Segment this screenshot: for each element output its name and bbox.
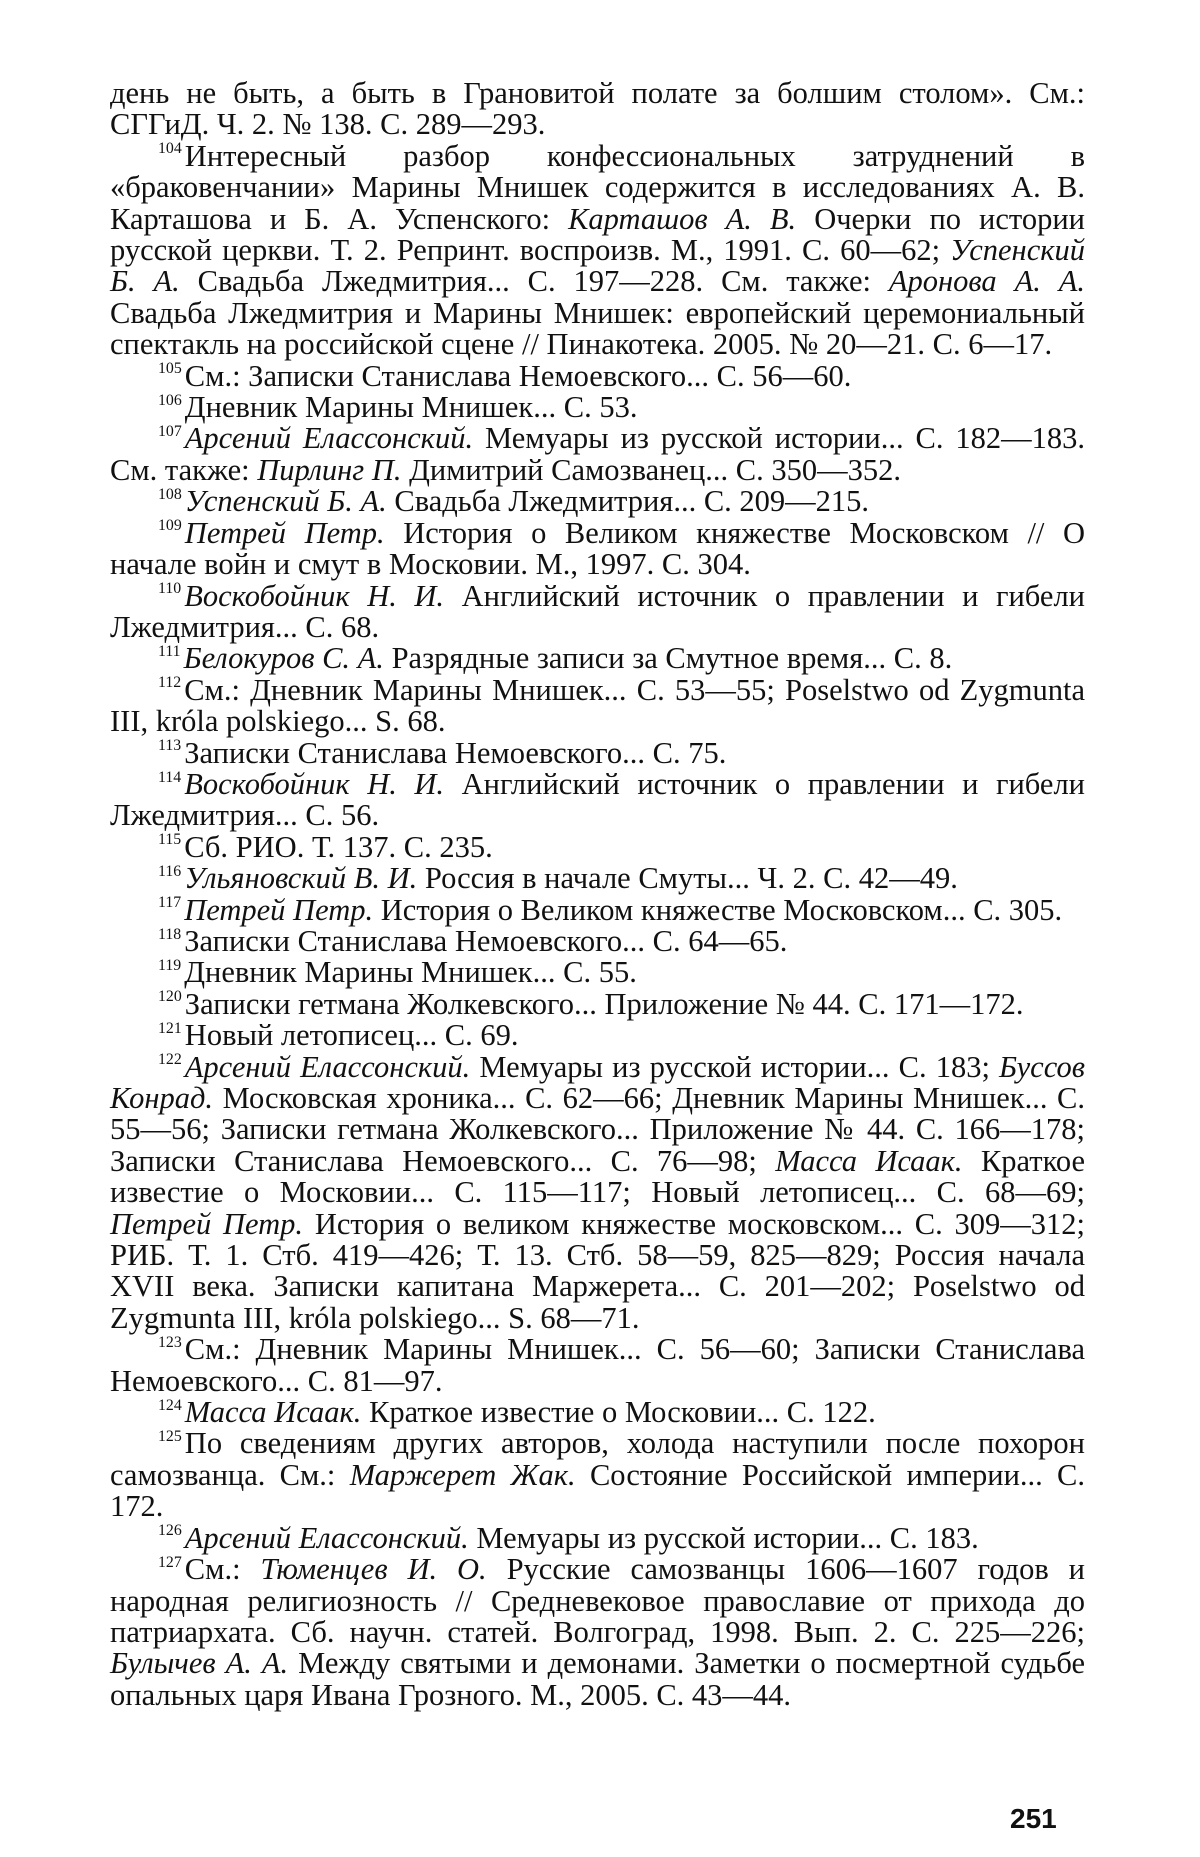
endnote-text: См.: xyxy=(184,1552,261,1587)
endnote xyxy=(110,735,1085,770)
endnote-author: Ульяновский В. И. xyxy=(184,861,418,896)
endnote-number: 115 xyxy=(158,831,182,849)
endnote-number: 122 xyxy=(158,1051,182,1069)
endnote-author: Петрей Петр. xyxy=(110,1206,304,1241)
notes-page xyxy=(110,78,1085,1711)
endnote xyxy=(110,923,1085,958)
page-number: 251 xyxy=(1010,1803,1057,1834)
endnote-text: По сведениям других авторов, холода наступили после похорон самозванца. См.: xyxy=(110,1426,1085,1492)
endnote-number: 112 xyxy=(158,674,182,692)
endnote-number: 105 xyxy=(158,360,182,378)
endnote-text: Дневник Марины Мнишек... С. 53. xyxy=(184,390,638,425)
endnote xyxy=(110,486,1085,517)
endnote-author: Буссов Конрад. xyxy=(110,1049,1085,1115)
endnote-text: Дневник Марины Мнишек... С. 55. xyxy=(184,955,637,990)
endnote-text: Краткое известие о Московии... С. 115—117; Новый летописец... С. 68—69; xyxy=(110,1143,1085,1210)
endnote-text: Разрядные записи за Смутное время... С. 8. xyxy=(383,641,953,676)
endnote xyxy=(110,1049,1085,1335)
endnote-author: Воскобойник Н. И. xyxy=(184,578,445,613)
endnote-author: Белокуров С. А. xyxy=(183,641,384,676)
endnote xyxy=(110,829,1085,864)
endnote-author: Успенский Б. А. xyxy=(184,484,387,519)
endnote xyxy=(110,643,1085,674)
endnote-author: Арсений Елассонский. xyxy=(184,1049,471,1084)
endnote-text: Сб. РИО. Т. 137. С. 235. xyxy=(184,829,493,864)
endnote xyxy=(110,1520,1085,1555)
endnote-number: 121 xyxy=(158,1019,182,1037)
endnote-number: 120 xyxy=(158,988,182,1006)
endnote-text: Свадьба Лжедмитрия и Марины Мнишек: европейский церемониальный спектакль на российской сцене // Пинакотека. 2005. № 20—21. С. 6—17. xyxy=(110,295,1085,362)
endnote-author: Арсений Елассонский. xyxy=(184,421,474,456)
endnote-author: Булычев А. А. xyxy=(110,1646,289,1681)
endnote xyxy=(110,863,1085,894)
endnote-number: 123 xyxy=(158,1333,182,1351)
endnote-text: Мемуары из русской истории... С. 183; xyxy=(470,1049,1000,1084)
endnote-text: См.: Дневник Марины Мнишек... С. 56—60; Записки Станислава Немоевского... С. 81—97. xyxy=(110,1332,1085,1398)
endnote-number: 109 xyxy=(158,517,182,535)
endnote-number: 127 xyxy=(158,1553,182,1571)
endnote-number: 111 xyxy=(158,642,181,660)
endnote-text: Русские самозванцы 1606—1607 годов и народная религиозность // Средневековое православие от прихода до патриархата. Сб. научн. статей. Волгоград, 1998. Вып. 2. С. 225—226; xyxy=(110,1552,1085,1649)
endnote-text: См.: Дневник Марины Мнишек... С. 53—55; Poselstwo od Zygmunta III, króla polskiego... S. 68. xyxy=(110,672,1085,739)
endnote xyxy=(110,1397,1085,1428)
endnote-number: 114 xyxy=(158,768,182,786)
endnote-author: Арсений Елассонский. xyxy=(184,1520,469,1555)
endnote-author: Успенский Б. А. xyxy=(110,233,1085,299)
endnote xyxy=(110,957,1085,988)
endnote xyxy=(110,1554,1085,1711)
endnote-text: Английский источник о правлении и гибели Лжедмитрия... С. 68. xyxy=(110,578,1085,644)
endnote xyxy=(110,392,1085,423)
endnotes-list xyxy=(110,138,1086,1712)
endnote-number: 104 xyxy=(158,140,182,158)
endnote-text: История о великом княжестве московском... С. 309—312; РИБ. Т. 1. Стб. 419—426; Т. 13. Стб. 58—59, 825—829; Россия начала XVII века. Записки капитана Маржерета... С. 201—202; Poselstwo od Zygmunta III, króla polskiego... S. 68—71. xyxy=(110,1206,1085,1335)
endnote-text: Новый летописец... С. 69. xyxy=(184,1018,519,1053)
endnote-text: История о Великом княжестве Московском // О начале войн и смут в Московии. М., 1997. С. 304. xyxy=(110,515,1085,582)
endnote-text: Записки Станислава Немоевского... С. 75. xyxy=(184,735,727,770)
endnote-number: 110 xyxy=(158,580,182,598)
endnote-author: Масса Исаак. xyxy=(775,1143,963,1178)
endnote xyxy=(110,578,1085,644)
endnote-text: Краткое известие о Московии... С. 122. xyxy=(361,1395,876,1430)
endnote-author: Масса Исаак. xyxy=(184,1395,362,1430)
endnote xyxy=(110,138,1086,362)
endnote-author: Воскобойник Н. И. xyxy=(184,766,445,801)
endnote xyxy=(110,672,1085,739)
endnote-text: Состояние Российской империи... С. 172. xyxy=(110,1457,1086,1524)
endnote xyxy=(110,766,1085,833)
endnote-text: Между святыми и демонами. Заметки о посмертной судьбе опальных царя Ивана Грозного. М., 2005. С. 43—44. xyxy=(110,1646,1085,1712)
endnote-text: Свадьба Лжедмитрия... С. 197—228. См. также: xyxy=(179,264,889,299)
endnote-number: 125 xyxy=(158,1428,182,1446)
endnote-number: 126 xyxy=(158,1522,182,1540)
endnote-number: 108 xyxy=(158,485,182,503)
endnote-number: 107 xyxy=(158,423,182,441)
endnote-text: См.: Записки Станислава Немоевского... С. 56—60. xyxy=(184,358,852,393)
endnote xyxy=(110,515,1085,582)
endnote-text: Очерки по истории русской церкви. Т. 2. Репринт. воспроизв. М., 1991. С. 60—62; xyxy=(110,201,1085,268)
endnote xyxy=(110,1020,1085,1051)
endnote-author: Маржерет Жак. xyxy=(349,1457,576,1492)
endnote-text: Мемуары из русской истории... С. 183. xyxy=(468,1520,979,1555)
endnote-text: Россия в начале Смуты... Ч. 2. С. 42—49. xyxy=(417,861,958,896)
endnote-author: Аронова А. А. xyxy=(888,264,1086,299)
endnote-text: История о Великом княжестве Московском... С. 305. xyxy=(373,892,1063,927)
note-continuation: день не быть, а быть в Грановитой полате за болшим столом». См.: СГГиД. Ч. 2. № 138. С. 289—293. xyxy=(110,76,1085,142)
endnote-text: Димитрий Самозванец... С. 350—352. xyxy=(401,452,902,487)
endnote-number: 116 xyxy=(158,862,182,880)
endnote-author: Пирлинг П. xyxy=(257,452,402,487)
endnote-text: Интересный разбор конфессиональных затруднений в «браковенчании» Марины Мнишек содержится в исследованиях А. В. Карташова и Б. А. Успенского: xyxy=(110,138,1085,236)
endnote-number: 117 xyxy=(158,894,182,912)
endnote-number: 124 xyxy=(158,1396,182,1414)
endnote-number: 118 xyxy=(158,925,182,943)
endnote-text: Английский источник о правлении и гибели Лжедмитрия... С. 56. xyxy=(110,766,1085,833)
endnote-author: Тюменцев И. О. xyxy=(260,1552,487,1587)
endnote-text: Записки Станислава Немоевского... С. 64—65. xyxy=(184,923,788,958)
endnote-author: Карташов А. В. xyxy=(568,201,797,236)
endnote xyxy=(110,1334,1085,1397)
endnote xyxy=(110,986,1085,1021)
endnote xyxy=(110,358,1085,393)
endnote-number: 106 xyxy=(158,391,182,409)
endnote-text: Мемуары из русской истории... С. 182—183. См. также: xyxy=(110,421,1085,487)
endnote xyxy=(110,1428,1085,1522)
endnote-author: Петрей Петр. xyxy=(184,515,385,550)
endnote-number: 113 xyxy=(158,737,182,755)
endnote-number: 119 xyxy=(158,957,182,975)
endnote-text: Свадьба Лжедмитрия... С. 209—215. xyxy=(386,484,870,519)
endnote xyxy=(110,892,1085,927)
endnote-text: Московская хроника... С. 62—66; Дневник Марины Мнишек... С. 55—56; Записки гетмана Жолкевского... Приложение № 44. С. 166—178; Записки Станислава Немоевского... С. 76—98; xyxy=(110,1081,1085,1178)
endnote xyxy=(110,423,1085,486)
endnote-text: Записки гетмана Жолкевского... Приложение № 44. С. 171—172. xyxy=(184,986,1024,1021)
endnote-author: Петрей Петр. xyxy=(184,892,374,927)
